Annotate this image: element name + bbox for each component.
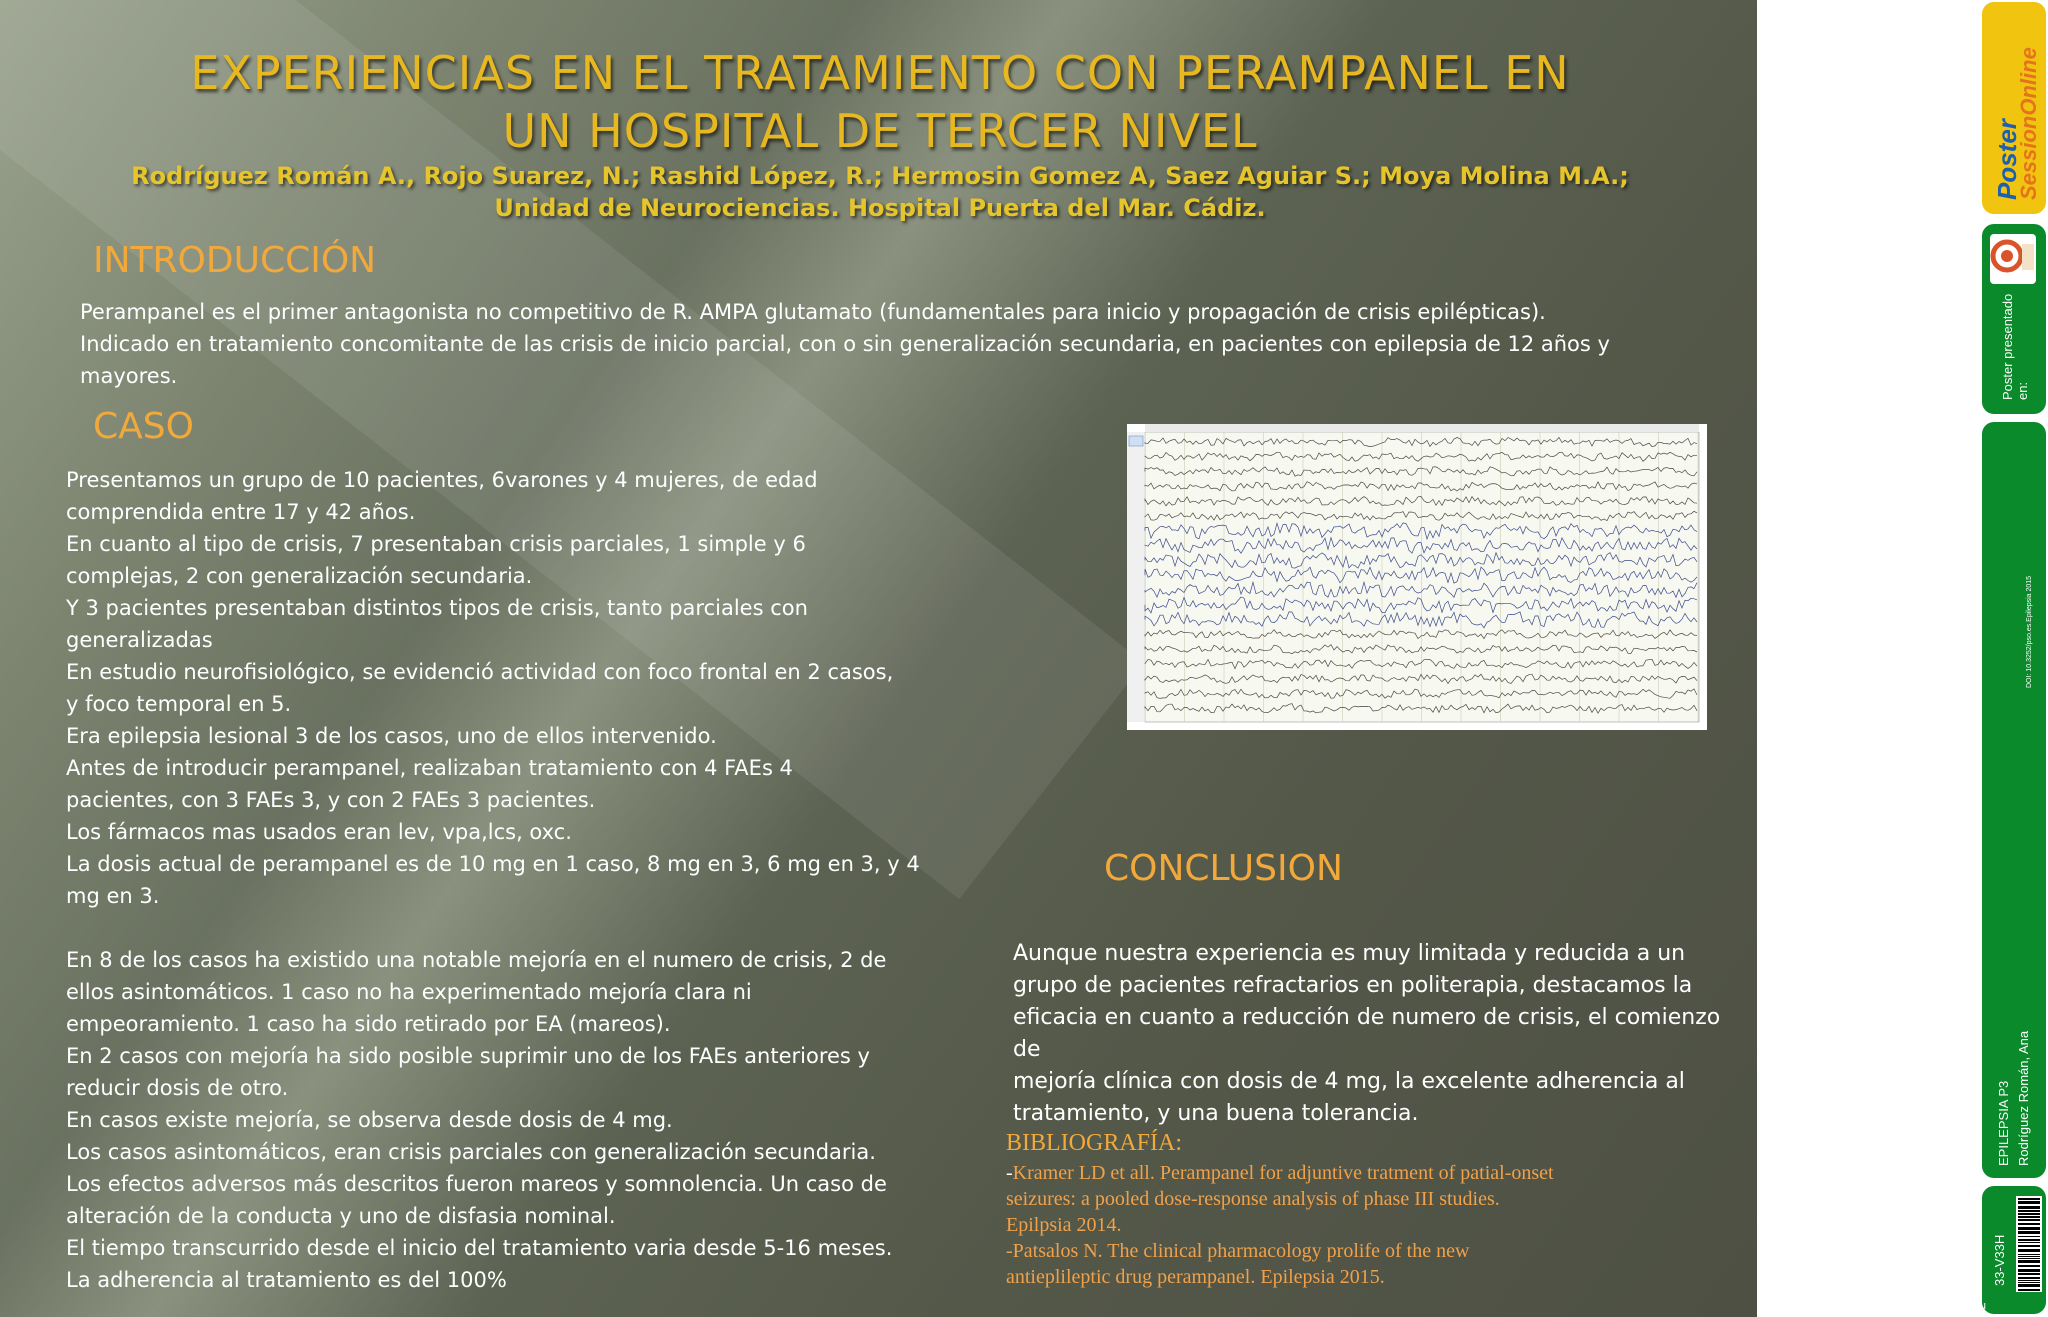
conclusion-line: mejoría clínica con dosis de 4 mg, la excelente adherencia al	[1013, 1069, 1685, 1094]
caso-line: Los casos asintomáticos, eran crisis parciales con generalización secundaria.	[66, 1140, 876, 1164]
society-logo-icon	[1990, 234, 2036, 284]
conclusion-line: Aunque nuestra experiencia es muy limitada y reducida a un	[1013, 941, 1686, 966]
caso-line: En estudio neurofisiológico, se evidenció actividad con foco frontal en 2 casos,	[66, 660, 894, 684]
caso-line: En casos existe mejoría, se observa desde dosis de 4 mg.	[66, 1108, 673, 1132]
caso-line: En 2 casos con mejoría ha sido posible suprimir uno de los FAEs anteriores y	[66, 1044, 870, 1068]
caso-line: reducir dosis de otro.	[66, 1076, 289, 1100]
caso-line: La adherencia al tratamiento es del 100%	[66, 1268, 507, 1292]
presented-label: Poster presentado en:	[2000, 293, 2030, 400]
caso-line: comprendida entre 17 y 42 años.	[66, 500, 416, 524]
bibliography-heading: BIBLIOGRAFÍA:	[1006, 1130, 1183, 1156]
caso-line: Los efectos adversos más descritos fueron mareos y somnolencia. Un caso de	[66, 1172, 887, 1196]
caso-line: Los fármacos mas usados eran lev, vpa,lcs, oxc.	[66, 820, 572, 844]
caso-line: Y 3 pacientes presentaban distintos tipos de crisis, tanto parciales con	[66, 596, 808, 620]
conclusion-line: tratamiento, y una buena tolerancia.	[1013, 1101, 1419, 1126]
reference-line: Epilpsia 2014.	[1006, 1214, 1122, 1236]
caso-heading: CASO	[93, 406, 194, 447]
eeg-recording-image	[1127, 424, 1707, 730]
conclusion-line: grupo de pacientes refractarios en politerapia, destacamos la	[1013, 973, 1693, 998]
caso-line: mg en 3.	[66, 884, 160, 908]
poster-code: 33-V33H	[1992, 1234, 2007, 1286]
caso-line: En cuanto al tipo de crisis, 7 presentaban crisis parciales, 1 simple y 6	[66, 532, 806, 556]
caso-text	[66, 464, 946, 1296]
conclusion-text	[1013, 938, 1753, 1130]
poster-code-block	[1946, 1186, 2046, 1314]
intro-heading: INTRODUCCIÓN	[93, 240, 377, 281]
authors: Rodríguez Román A., Rojo Suarez, N.; Rashid López, R.; Hermosin Gomez A, Saez Aguiar S.; Moya Molina M.A.;	[131, 162, 1629, 190]
conclusion-heading: CONCLUSION	[1104, 848, 1343, 889]
caso-line: empeoramiento. 1 caso ha sido retirado por EA (mareos).	[66, 1012, 671, 1036]
author-label: Rodríguez Román, Ana	[2016, 1030, 2031, 1166]
caso-line: Antes de introducir perampanel, realizaban tratamiento con 4 FAEs 4	[66, 756, 793, 780]
session-label: EPILEPSIA P3	[1996, 1080, 2011, 1166]
session-info-block	[1982, 422, 2046, 1178]
bibliography	[1006, 1130, 1726, 1290]
caso-line: pacientes, con 3 FAEs 3, y con 2 FAEs 3 pacientes.	[66, 788, 596, 812]
reference-line: antieplileptic drug perampanel. Epilepsia 2015.	[1006, 1266, 1385, 1288]
reference-line: -Kramer LD et all. Perampanel for adjuntive tratment of patial-onset	[1006, 1162, 1554, 1184]
barcode-icon	[2016, 1196, 2042, 1292]
intro-line: mayores.	[80, 364, 178, 388]
reference-line: seizures: a pooled dose-response analysis of phase III studies.	[1006, 1188, 1500, 1210]
caso-line: ellos asintomáticos. 1 caso no ha experimentado mejoría clara ni	[66, 980, 752, 1004]
caso-line: La dosis actual de perampanel es de 10 mg en 1 caso, 8 mg en 3, 6 mg en 3, y 4	[66, 852, 920, 876]
poster-session-sidebar	[1946, 0, 2048, 1317]
caso-line: y foco temporal en 5.	[66, 692, 292, 716]
intro-line: Perampanel es el primer antagonista no competitivo de R. AMPA glutamato (fundamentales para inicio y propagación de crisis epilépticas).	[80, 300, 1546, 324]
doi-text[interactable]: DOI: 10.3252/pso.es.Epilepsia 2015	[2026, 575, 2033, 688]
reference-line: -Patsalos N. The clinical pharmacology prolife of the new	[1006, 1240, 1470, 1262]
caso-line: Presentamos un grupo de 10 pacientes, 6varones y 4 mujeres, de edad	[66, 468, 818, 492]
intro-text	[80, 296, 1680, 392]
caso-line: generalizadas	[66, 628, 213, 652]
brand-poster: Poster	[1992, 119, 2022, 200]
caso-line: En 8 de los casos ha existido una notable mejoría en el numero de crisis, 2 de	[66, 948, 887, 972]
conclusion-line: eficacia en cuanto a reducción de numero de crisis, el comienzo de	[1013, 1005, 1721, 1062]
poster-title-line2: UN HOSPITAL DE TERCER NIVEL	[502, 104, 1258, 158]
caso-line: Era epilepsia lesional 3 de los casos, uno de ellos intervenido.	[66, 724, 717, 748]
eeg-trace-svg	[1127, 424, 1707, 730]
caso-line: alteración de la conducta y uno de disfasia nominal.	[66, 1204, 616, 1228]
poster-session-online-logo[interactable]	[1982, 2, 2046, 214]
site-label: neosatd	[1946, 1300, 1986, 1312]
caso-line: El tiempo transcurrido desde el inicio del tratamiento varia desde 5-16 meses.	[66, 1236, 893, 1260]
caso-line: complejas, 2 con generalización secundaria.	[66, 564, 533, 588]
institution: Unidad de Neurociencias. Hospital Puerta del Mar. Cádiz.	[494, 194, 1266, 222]
poster-title-line1: EXPERIENCIAS EN EL TRATAMIENTO CON PERAMPANEL EN	[190, 46, 1570, 100]
presented-at-block	[1982, 224, 2046, 414]
brand-session-online: SessionOnline	[2016, 47, 2041, 200]
intro-line: Indicado en tratamiento concomitante de las crisis de inicio parcial, con o sin generalización secundaria, en pacientes con epilepsia de 12 años y	[80, 332, 1610, 356]
